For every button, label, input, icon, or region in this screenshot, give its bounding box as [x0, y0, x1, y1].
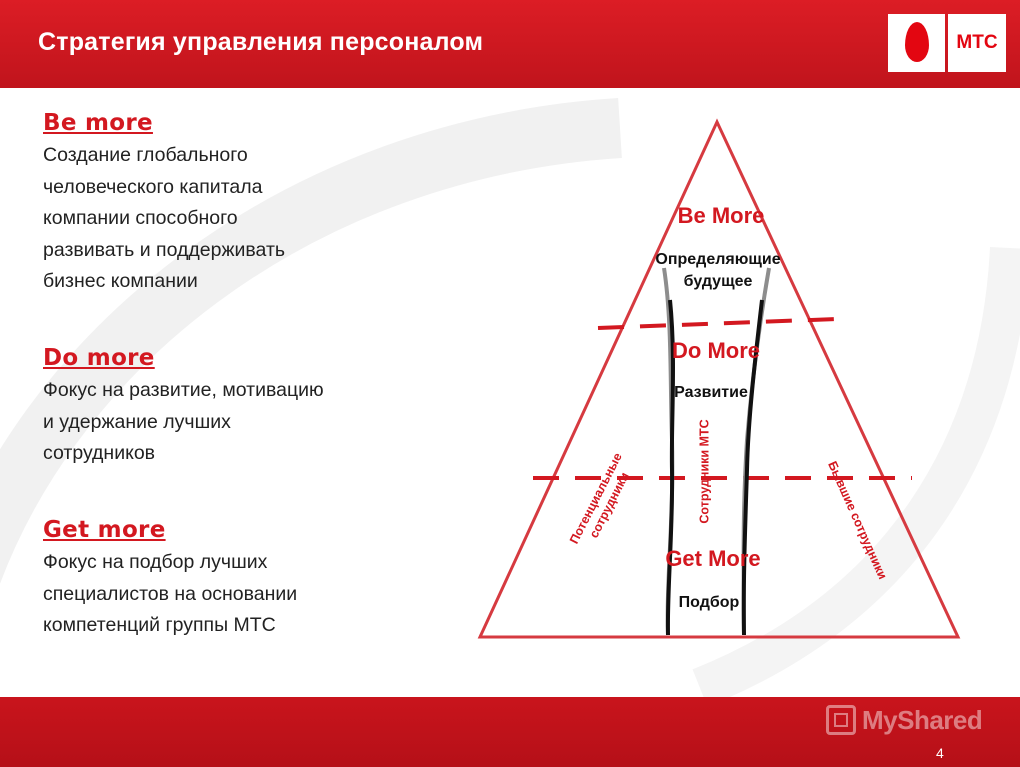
- page-number: 4: [936, 745, 944, 761]
- level-do-more-subtitle: Развитие: [674, 384, 748, 401]
- level-get-more-title: Get More: [665, 546, 761, 571]
- logo-text: МТС: [956, 32, 998, 53]
- myshared-watermark: [826, 700, 982, 740]
- potential-employees-label: Потенциальные сотрудники: [566, 450, 632, 547]
- get-more-heading: Get more: [43, 517, 166, 543]
- be-more-text: Создание глобального человеческого капитала компании способного развивать и поддерживать бизнес компании: [43, 144, 286, 292]
- watermark-text: MyShared: [862, 704, 983, 735]
- get-more-text: Фокус на подбор лучших специалистов на основании компетенций группы МТС: [43, 551, 298, 636]
- former-employees-label: Бывшие сотрудники: [825, 459, 890, 582]
- current-employees-label: Сотрудники МТС: [697, 419, 712, 524]
- be-more-heading: Be more: [43, 110, 153, 136]
- do-more-text: Фокус на развитие, мотивацию и удержание лучших сотрудников: [43, 379, 324, 464]
- divider-top: [598, 319, 836, 328]
- level-be-more-title: Be More: [677, 203, 765, 228]
- page-title: Стратегия управления персоналом: [38, 28, 484, 56]
- level-be-more-subtitle: Определяющие будущее: [655, 251, 781, 290]
- level-do-more-title: Do More: [672, 338, 760, 363]
- level-get-more-subtitle: Подбор: [678, 594, 740, 611]
- presentation-icon: [826, 705, 856, 735]
- do-more-heading: Do more: [43, 345, 155, 371]
